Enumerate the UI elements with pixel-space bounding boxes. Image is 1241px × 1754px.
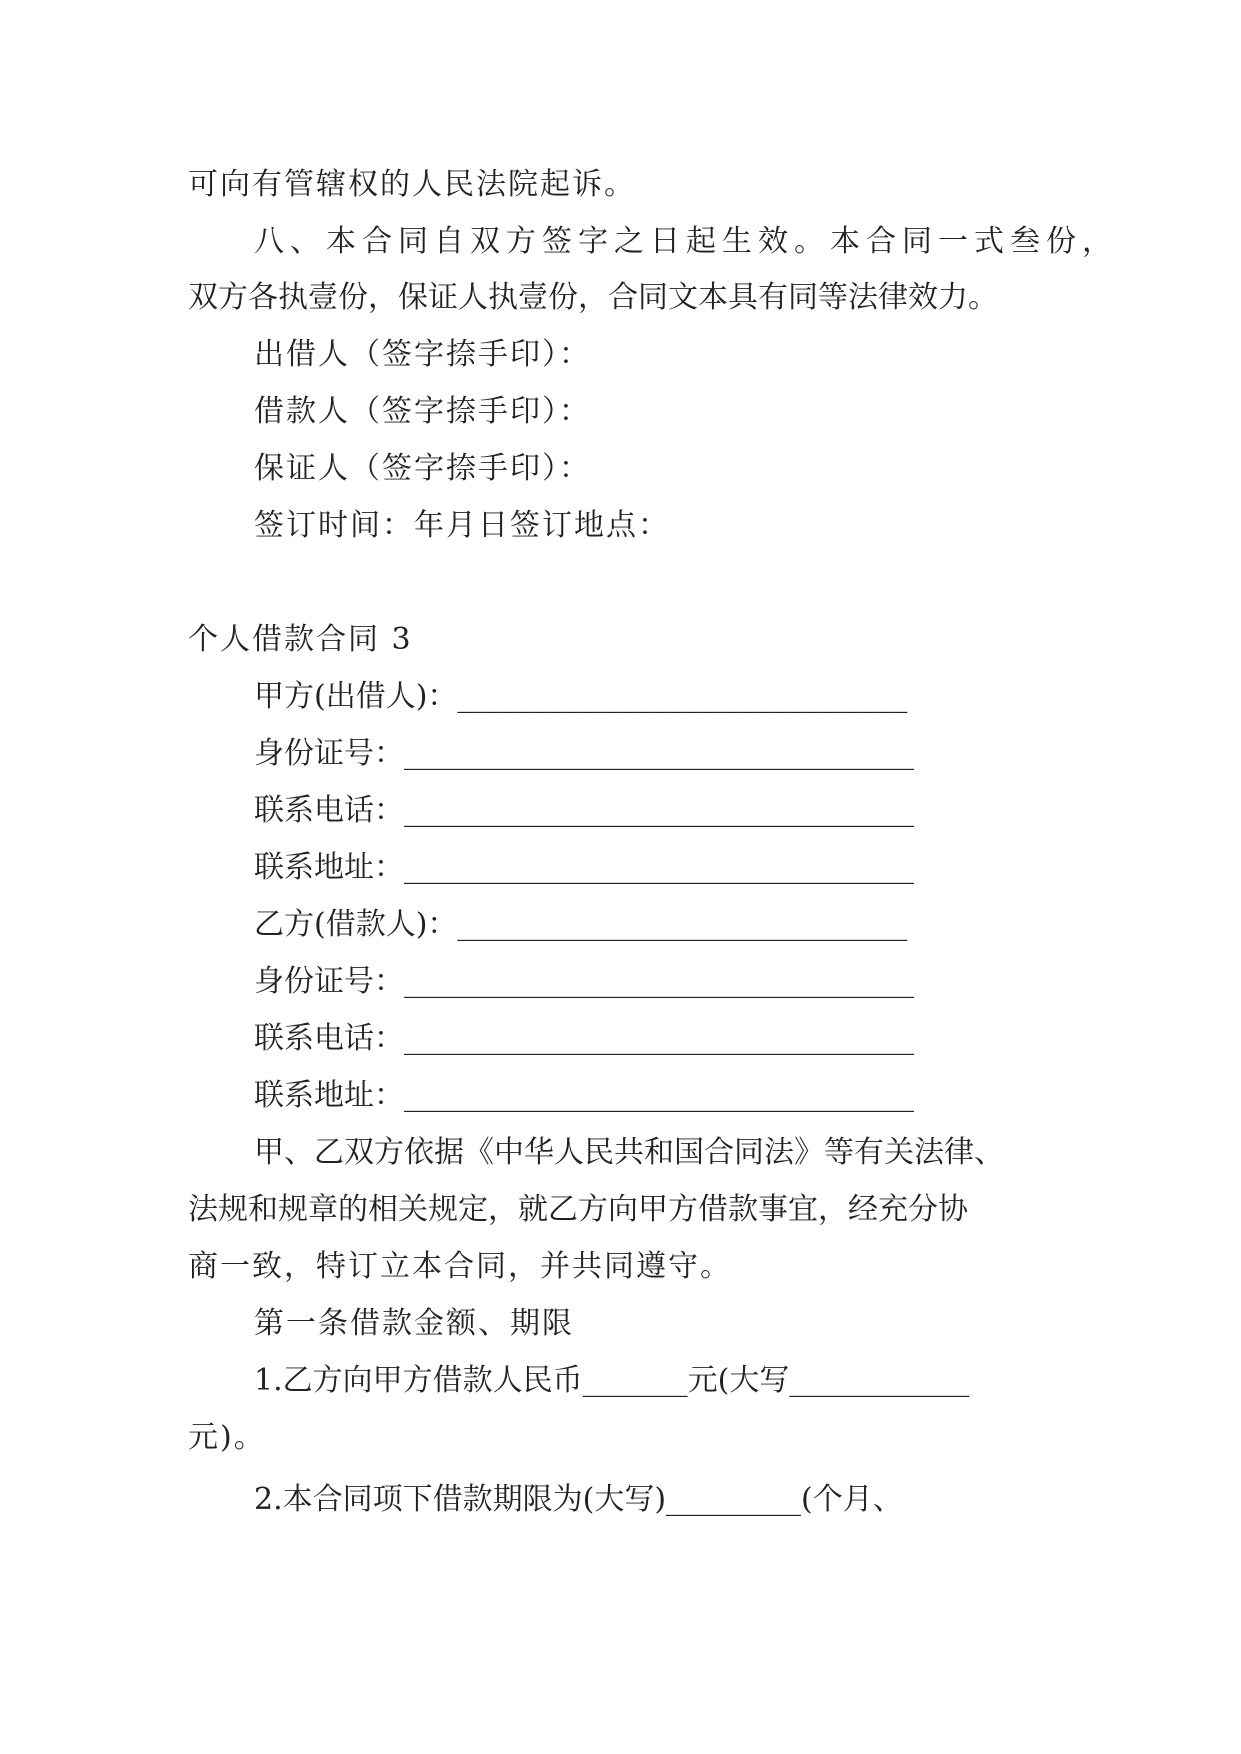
signature-guarantor: 保证人（签字捺手印）：	[254, 451, 591, 486]
section-title: 个人借款合同 3	[188, 622, 413, 657]
loan-amount-line: 1.乙方向甲方借款人民币_______元(大写____________	[254, 1363, 970, 1398]
text-line: 可向有管辖权的人民法院起诉。	[188, 167, 636, 202]
text-line: 八、本合同自双方签字之日起生效。本合同一式叁份，	[254, 224, 1118, 259]
party-a-name-field: 甲方(出借人)：______________________________	[254, 679, 908, 714]
text-line: 甲、乙双方依据《中华人民共和国合同法》等有关法律、	[254, 1135, 1004, 1170]
text-line: 法规和规章的相关规定，就乙方向甲方借款事宜，经充分协	[188, 1192, 968, 1227]
party-b-phone-field: 联系电话：__________________________________	[254, 1021, 914, 1056]
party-b-id-field: 身份证号：__________________________________	[254, 964, 914, 999]
party-a-phone-field: 联系电话：__________________________________	[254, 793, 914, 828]
article-heading: 第一条借款金额、期限	[254, 1306, 574, 1341]
text-line: 元)。	[188, 1420, 266, 1455]
signature-borrower: 借款人（签字捺手印）：	[254, 394, 591, 429]
party-a-id-field: 身份证号：__________________________________	[254, 736, 914, 771]
text-line: 双方各执壹份，保证人执壹份，合同文本具有同等法律效力。	[188, 280, 998, 315]
signature-lender: 出借人（签字捺手印）：	[254, 337, 591, 372]
loan-term-line: 2.本合同项下借款期限为(大写)_________(个月、	[254, 1482, 903, 1517]
party-a-address-field: 联系地址：__________________________________	[254, 850, 914, 885]
signing-date-place: 签订时间：年月日签订地点：	[254, 508, 670, 543]
party-b-address-field: 联系地址：__________________________________	[254, 1078, 914, 1113]
party-b-name-field: 乙方(借款人)：______________________________	[254, 907, 908, 942]
text-line: 商一致，特订立本合同，并共同遵守。	[188, 1249, 732, 1284]
